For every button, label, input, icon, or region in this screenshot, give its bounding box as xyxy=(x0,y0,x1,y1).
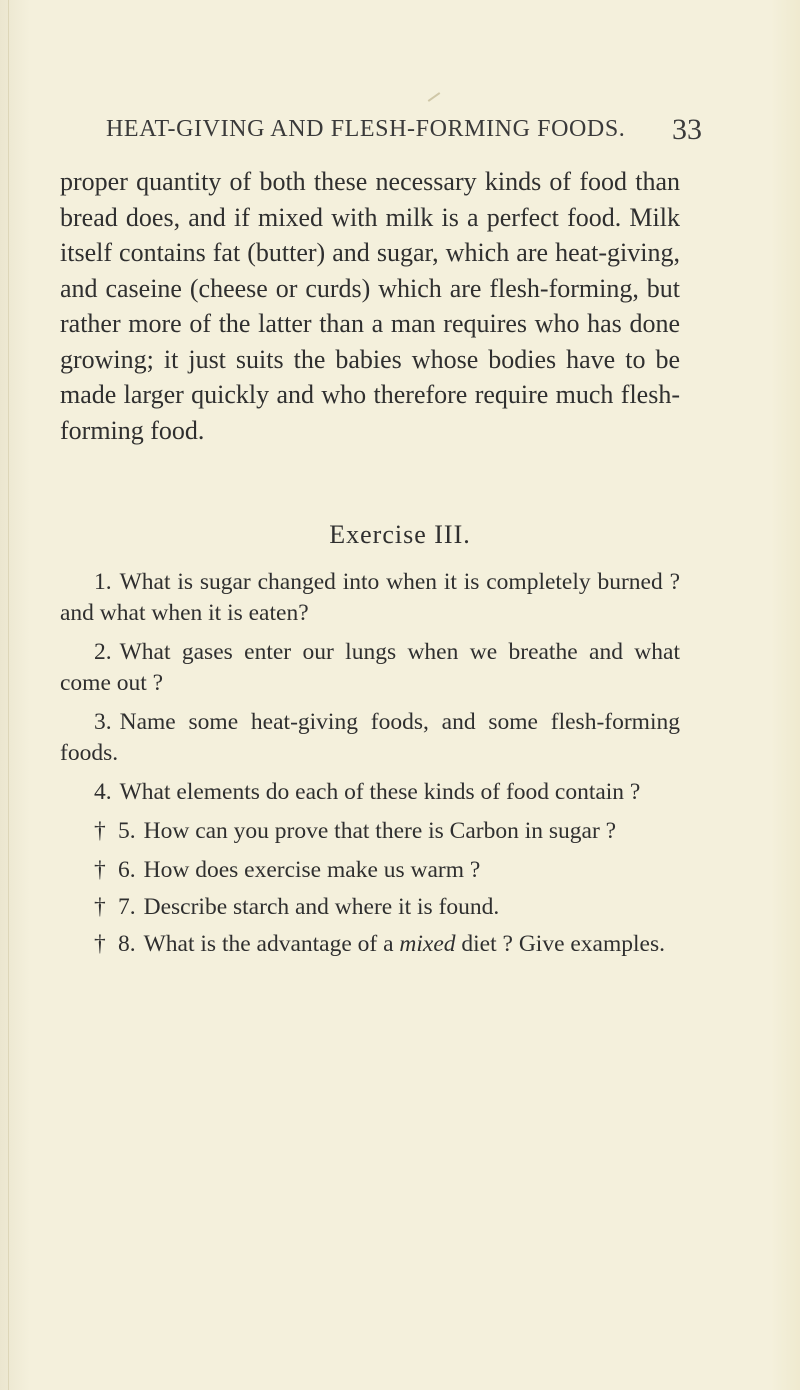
question-text-after-emphasis: diet ? Give examples. xyxy=(455,931,666,957)
exercise-question xyxy=(60,707,680,769)
page-edge-line xyxy=(8,0,9,1390)
question-number: 5. xyxy=(118,818,136,844)
paper-mark xyxy=(428,92,441,102)
question-text: How does exercise make us warm ? xyxy=(143,857,481,883)
dagger-mark: † xyxy=(94,931,106,957)
question-text: What elements do each of these kinds of food contain ? xyxy=(119,779,641,805)
question-text: What is sugar changed into when it is completely burned ? and what when it is eaten? xyxy=(60,569,680,626)
question-number: 8. xyxy=(118,931,136,957)
exercise-question xyxy=(60,855,680,886)
question-text: How can you prove that there is Carbon in sugar ? xyxy=(143,818,617,844)
question-text: Describe starch and where it is found. xyxy=(143,894,500,920)
question-number: 3. xyxy=(94,709,112,735)
exercise-question xyxy=(60,567,680,629)
question-number: 1. xyxy=(94,569,112,595)
dagger-mark: † xyxy=(94,818,106,844)
exercise-title: Exercise III. xyxy=(329,520,471,549)
question-number: 7. xyxy=(118,894,136,920)
body-paragraph: proper quantity of both these necessary kinds of food than bread does, and if mixed with milk is a perfect food. Milk itself contains fat (butter) and sugar, which are heat-giving, and caseine (cheese or curds) which are flesh-forming, but rather more of the latter than a man requires who has done growing; it just suits the babies whose bodies have to be made larger quickly and who therefore require much flesh-forming food. xyxy=(60,167,680,445)
exercise-question xyxy=(60,637,680,699)
running-header xyxy=(106,113,702,152)
exercise-question xyxy=(60,816,680,847)
question-text-before-emphasis: What is the advantage of a xyxy=(143,931,400,957)
question-text: What gases enter our lungs when we breathe and what come out ? xyxy=(60,639,680,696)
running-header-title: HEAT-GIVING AND FLESH-FORMING FOODS. xyxy=(106,116,626,142)
question-number: 2. xyxy=(94,639,112,665)
page-number: 33 xyxy=(672,113,702,146)
question-text: Name some heat-giving foods, and some flesh-forming foods. xyxy=(60,709,680,766)
emphasized-word: mixed xyxy=(399,931,456,957)
exercise-question xyxy=(60,892,680,923)
exercise-question xyxy=(60,777,680,808)
exercise-question xyxy=(60,929,680,960)
dagger-mark: † xyxy=(94,894,106,920)
dagger-mark: † xyxy=(94,857,106,883)
exercise-questions xyxy=(60,567,680,968)
question-number: 6. xyxy=(118,857,136,883)
question-number: 4. xyxy=(94,779,112,805)
